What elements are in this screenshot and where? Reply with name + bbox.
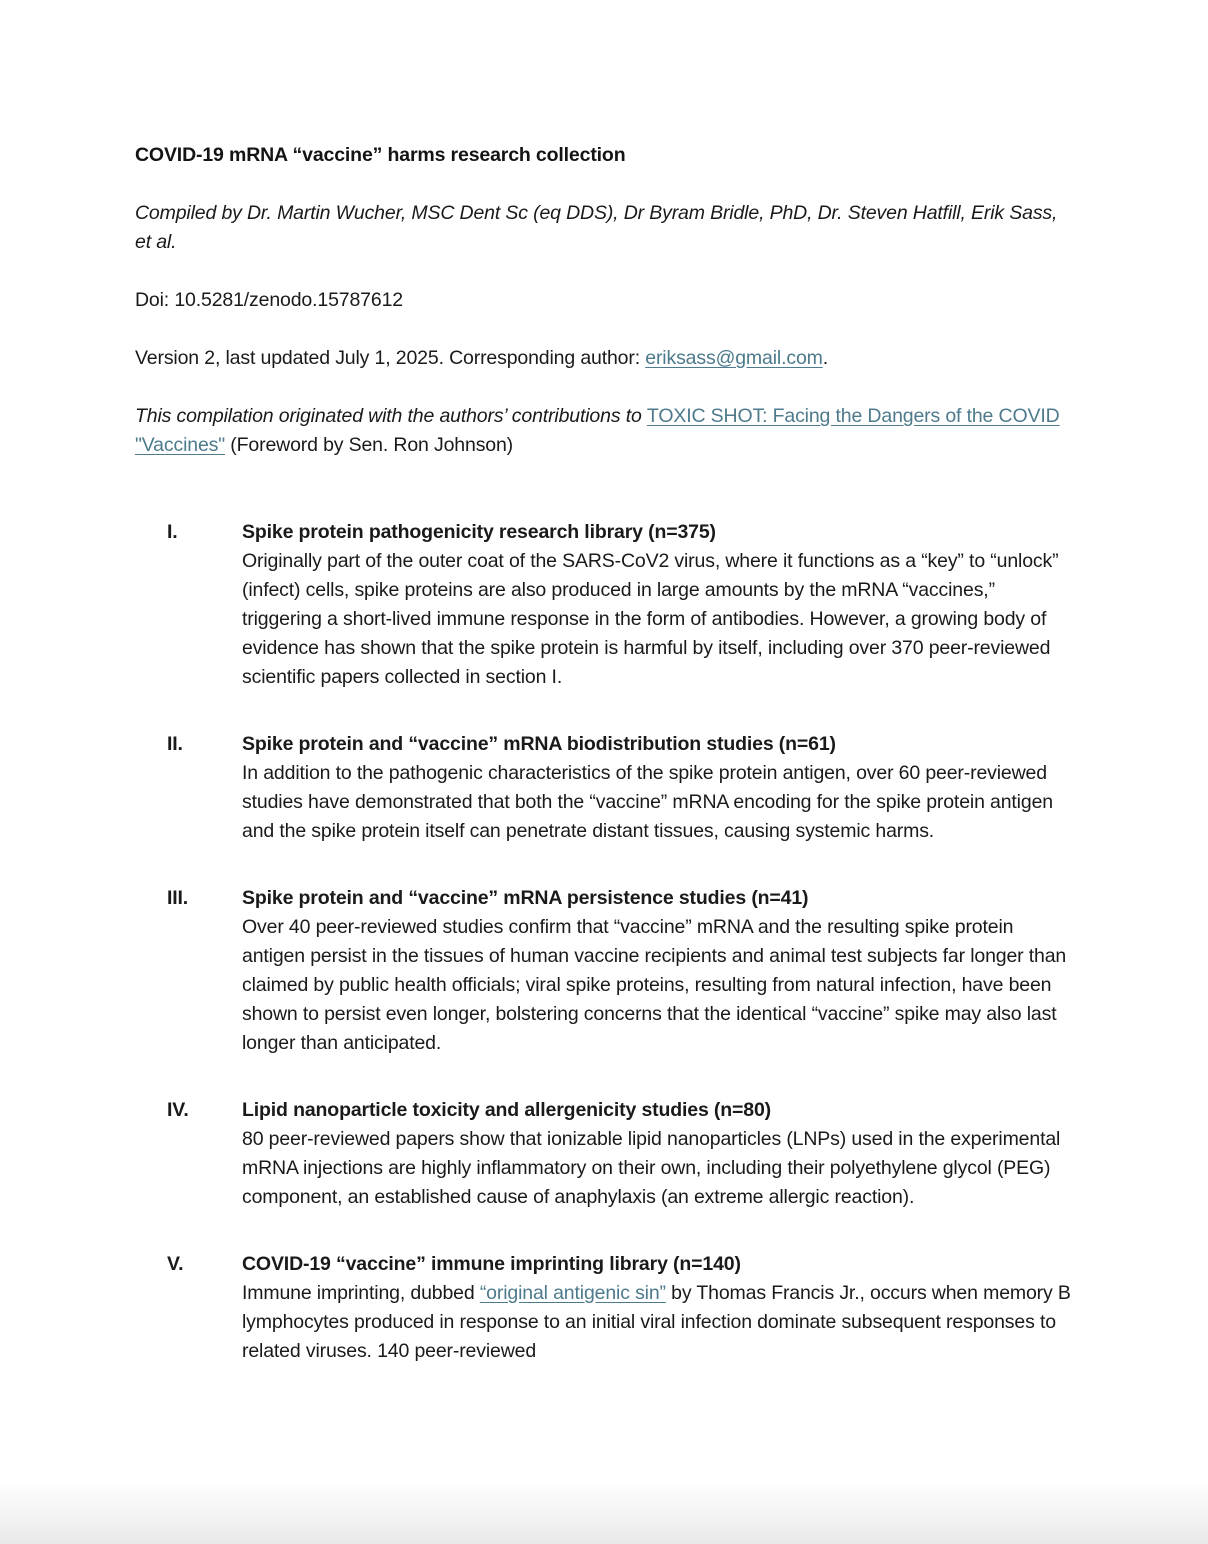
version-text: Version 2, last updated July 1, 2025. Corresponding author: (135, 347, 646, 369)
section-body (242, 1279, 1077, 1366)
section-content (242, 1096, 1077, 1212)
version-text-end: . (822, 347, 829, 369)
section-immune-imprinting (135, 1250, 1077, 1366)
corresponding-author-email-link[interactable]: eriksass@gmail.com (645, 347, 823, 369)
section-content (242, 1250, 1077, 1366)
section-heading: Spike protein pathogenicity research library (n=375) (242, 521, 716, 543)
section-list (135, 518, 1077, 1366)
version-line (135, 344, 1077, 373)
doi-line: Doi: 10.5281/zenodo.15787612 (135, 289, 403, 311)
section-numeral: IV. (167, 1099, 189, 1121)
section-persistence (135, 884, 1077, 1058)
section-numeral: I. (167, 521, 178, 543)
section-heading: COVID-19 “vaccine” immune imprinting library (n=140) (242, 1253, 741, 1275)
section-heading: Spike protein and “vaccine” mRNA biodistribution studies (n=61) (242, 733, 836, 755)
document-body (135, 141, 1077, 1366)
toxic-shot-book-link[interactable]: TOXIC SHOT: Facing the Dangers of the COVID "Vaccines" (135, 405, 1060, 456)
section-spike-pathogenicity (135, 518, 1077, 692)
origin-line (135, 402, 1077, 460)
section-biodistribution (135, 730, 1077, 846)
origin-text-end: (Foreword by Sen. Ron Johnson) (225, 434, 514, 456)
section-body: 80 peer-reviewed papers show that ionizable lipid nanoparticles (LNPs) used in the experimental mRNA injections are highly inflammatory on their own, including their polyethylene glycol (PEG) component, an established cause of anaphylaxis (an extreme allergic reaction). (242, 1128, 1061, 1208)
section-content (242, 730, 1077, 846)
section-lipid-nanoparticle (135, 1096, 1077, 1212)
document-title: COVID-19 mRNA “vaccine” harms research collection (135, 144, 626, 166)
origin-text: This compilation originated with the authors’ contributions to (135, 405, 647, 427)
byline: Compiled by Dr. Martin Wucher, MSC Dent Sc (eq DDS), Dr Byram Bridle, PhD, Dr. Steven Hatfill, Erik Sass, et al. (135, 202, 1058, 253)
section-content (242, 518, 1077, 692)
section-numeral: II. (167, 733, 183, 755)
page-edge-shadow (0, 1480, 1208, 1544)
original-antigenic-sin-link[interactable]: “original antigenic sin” (479, 1282, 666, 1304)
section-heading: Spike protein and “vaccine” mRNA persistence studies (n=41) (242, 887, 809, 909)
section-numeral: III. (167, 887, 189, 909)
section-numeral: V. (167, 1253, 184, 1275)
section-body-text-end: by Thomas Francis Jr., occurs when memory B lymphocytes produced in response to an initial viral infection dominate subsequent responses to related viruses. 140 peer-reviewed (242, 1282, 1071, 1362)
section-body: Originally part of the outer coat of the SARS-CoV2 virus, where it functions as a “key” to “unlock” (infect) cells, spike proteins are also produced in large amounts by the mRNA “vaccines,” triggering a short-lived immune response in the form of antibodies. However, a growing body of evidence has shown that the spike protein is harmful by itself, including over 370 peer-reviewed scientific papers collected in section I. (242, 550, 1059, 688)
section-body: In addition to the pathogenic characteristics of the spike protein antigen, over 60 peer-reviewed studies have demonstrated that both the “vaccine” mRNA encoding for the spike protein antigen and the spike protein itself can penetrate distant tissues, causing systemic harms. (242, 762, 1053, 842)
section-content (242, 884, 1077, 1058)
section-body-text: Immune imprinting, dubbed (242, 1282, 480, 1304)
section-heading: Lipid nanoparticle toxicity and allergenicity studies (n=80) (242, 1099, 772, 1121)
section-body: Over 40 peer-reviewed studies confirm that “vaccine” mRNA and the resulting spike protein antigen persist in the tissues of human vaccine recipients and animal test subjects far longer than claimed by public health officials; viral spike proteins, resulting from natural infection, have been shown to persist even longer, bolstering concerns that the identical “vaccine” spike may also last longer than anticipated. (242, 916, 1067, 1054)
